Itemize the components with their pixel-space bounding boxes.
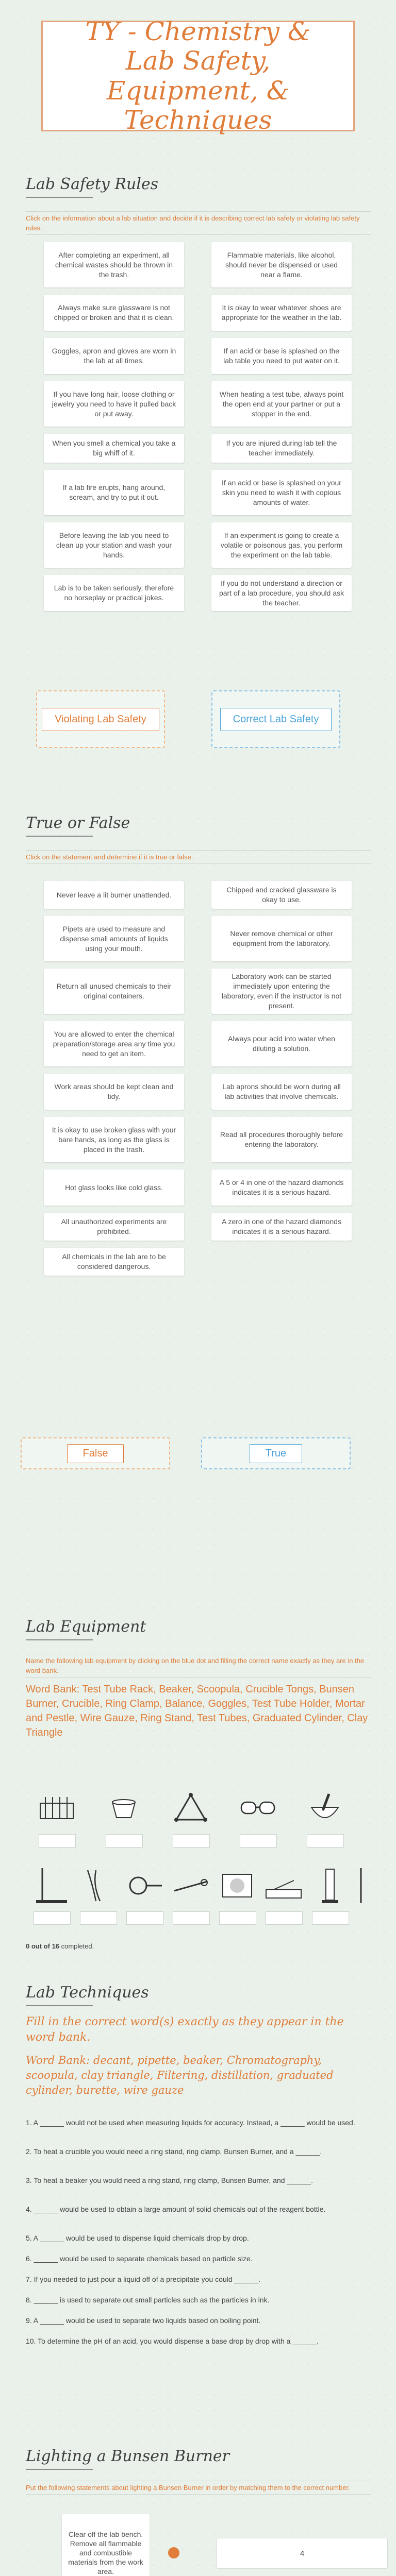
mortar-and-pestle-icon: [304, 1788, 345, 1829]
true-false-heading: True or False: [26, 814, 130, 832]
fill-in-item[interactable]: 8. ______ is used to separate out small particles such as the particles in ink.: [26, 2296, 270, 2304]
bunsen-instructions: Put the following statements about lighting a Bunsen Burner in order by matching them to the correct number.: [26, 2481, 371, 2495]
statement-card[interactable]: If an acid or base is splashed on the lab table you need to put water on it.: [211, 338, 352, 374]
page-title: TY - Chemistry & Lab Safety, Equipment, & Techniques: [85, 16, 311, 135]
progress-count: 0: [26, 1942, 30, 1950]
statement-card[interactable]: Never leave a lit burner unattended.: [44, 881, 184, 909]
statement-card[interactable]: If an acid or base is splashed on your skin you need to wash it with copious amounts of water.: [211, 470, 352, 515]
divider: [26, 1639, 93, 1640]
fill-in-item[interactable]: 6. ______ would be used to separate chemicals based on particle size.: [26, 2255, 253, 2263]
fill-in-item[interactable]: 7. If you needed to just pour a liquid off of a precipitate you could ______.: [26, 2275, 261, 2283]
statement-card[interactable]: Goggles, apron and gloves are worn in the lab at all times.: [44, 338, 184, 374]
answer-box[interactable]: [173, 1911, 210, 1925]
statement-card[interactable]: When you smell a chemical you take a big whiff of it.: [44, 434, 184, 463]
lab-equipment-heading: Lab Equipment: [26, 1618, 146, 1636]
test-tube-holder-icon: [170, 1865, 211, 1906]
statement-card[interactable]: It is okay to wear whatever shoes are appropriate for the weather in the lab.: [211, 295, 352, 331]
statement-card[interactable]: Laboratory work can be started immediately upon entering the laboratory, even if the instructor is not present.: [211, 969, 352, 1014]
statement-card[interactable]: Work areas should be kept clean and tidy.: [44, 1074, 184, 1110]
statement-card[interactable]: If you do not understand a direction or part of a lab procedure, you should ask the teacher.: [211, 575, 352, 611]
answer-box[interactable]: [307, 1834, 344, 1848]
drop-zone-label: False: [67, 1444, 124, 1463]
answer-box[interactable]: [106, 1834, 143, 1848]
answer-box[interactable]: [312, 1911, 349, 1925]
statement-card[interactable]: If you are injured during lab tell the teacher immediately.: [211, 434, 352, 463]
equipment-progress: 0 out of 16 completed.: [26, 1942, 94, 1950]
statement-card[interactable]: All chemicals in the lab are to be considered dangerous.: [44, 1248, 184, 1276]
drop-zone-false[interactable]: [21, 1437, 170, 1469]
answer-box[interactable]: [219, 1911, 256, 1925]
statement-card[interactable]: When heating a test tube, always point the open end at your partner or put a stopper in the end.: [211, 381, 352, 427]
goggles-icon: [237, 1788, 278, 1829]
answer-box[interactable]: [34, 1911, 71, 1925]
bunsen-heading: Lighting a Bunsen Burner: [26, 2447, 229, 2465]
fill-in-item[interactable]: 3. To heat a beaker you would need a ring stand, ring clamp, Bunsen Burner, and ______.: [26, 2176, 314, 2184]
drop-zone-true[interactable]: [201, 1437, 351, 1469]
ring-stand-icon: [31, 1865, 72, 1906]
statement-card[interactable]: If you have long hair, loose clothing or jewelry you need to have it pulled back or put away.: [44, 381, 184, 427]
fill-in-item[interactable]: 2. To heat a crucible you would need a ring stand, ring clamp, Bunsen Burner, and a ______.: [26, 2147, 322, 2156]
answer-box[interactable]: [240, 1834, 277, 1848]
statement-card[interactable]: Lab is to be taken seriously, therefore no horseplay or practical jokes.: [44, 575, 184, 611]
statement-card[interactable]: Pipets are used to measure and dispense small amounts of liquids using your mouth.: [44, 916, 184, 961]
test-tube-rack-icon: [36, 1788, 77, 1829]
ring-clamp-icon: [124, 1865, 165, 1906]
statement-card[interactable]: Lab aprons should be worn during all lab activities that involve chemicals.: [211, 1074, 352, 1110]
answer-box[interactable]: [126, 1911, 163, 1925]
crucible-icon: [103, 1788, 144, 1829]
drop-zone-label: True: [250, 1444, 302, 1463]
statement-card[interactable]: A 5 or 4 in one of the hazard diamonds indicates it is a serious hazard.: [211, 1170, 352, 1206]
drop-zone-correct[interactable]: [211, 690, 340, 748]
lab-equipment-instructions: Name the following lab equipment by clicking on the blue dot and filling the correct name exactly as they are in the word bank.: [26, 1654, 371, 1677]
fill-in-item[interactable]: 4. ______ would be used to obtain a large amount of solid chemicals out of the reagent bottle.: [26, 2205, 326, 2213]
scoopula-icon: [340, 1865, 382, 1906]
statement-card[interactable]: All unauthorized experiments are prohibited.: [44, 1213, 184, 1241]
lab-safety-heading: Lab Safety Rules: [26, 175, 159, 193]
statement-card[interactable]: Flammable materials, like alcohol, should never be dispensed or used near a flame.: [211, 242, 352, 287]
statement-card[interactable]: Always pour acid into water when diluting a solution.: [211, 1021, 352, 1066]
equipment-word-bank: Word Bank: Test Tube Rack, Beaker, Scoopula, Crucible Tongs, Bunsen Burner, Crucible, Ring Clamp, Balance, Goggles, Test Tube Holder, Mortar and Pestle, Wire Gauze, Ring Stand, Test Tubes, Graduated Cylinder, Clay Triangle: [26, 1684, 368, 1738]
statement-card[interactable]: If an experiment is going to create a volatile or poisonous gas, you perform the experiment on the lab table.: [211, 522, 352, 568]
fill-in-item[interactable]: 9. A ______ would be used to separate two liquids based on boiling point.: [26, 2316, 261, 2325]
fill-in-item[interactable]: 10. To determine the pH of an acid, you would dispense a base drop by drop with a ______.: [26, 2337, 319, 2345]
drop-zone-label: Correct Lab Safety: [220, 708, 332, 731]
balance-icon: [263, 1865, 304, 1906]
statement-card[interactable]: Hot glass looks like cold glass.: [44, 1170, 184, 1206]
divider: [26, 836, 93, 837]
divider: [26, 2005, 93, 2006]
fill-in-item[interactable]: 5. A ______ would be used to dispense liquid chemicals drop by drop.: [26, 2234, 249, 2242]
divider: [26, 197, 93, 198]
statement-card[interactable]: Chipped and cracked glassware is okay to use.: [211, 881, 352, 909]
answer-box[interactable]: [266, 1911, 303, 1925]
progress-total: 16: [52, 1942, 60, 1950]
true-false-instructions: Click on the statement and determine if it is true or false.: [26, 850, 371, 864]
answer-box[interactable]: [80, 1911, 117, 1925]
progress-label: completed.: [61, 1942, 94, 1950]
drop-zone-label: Violating Lab Safety: [42, 708, 159, 731]
wire-gauze-icon: [217, 1865, 258, 1906]
statement-card[interactable]: It is okay to use broken glass with your bare hands, as long as the glass is placed in the trash.: [44, 1117, 184, 1162]
crucible-tongs-icon: [77, 1865, 119, 1906]
lab-techniques-heading: Lab Techniques: [26, 1984, 149, 2002]
answer-box[interactable]: [39, 1834, 76, 1848]
statement-card[interactable]: Always make sure glassware is not chipped or broken and that it is clean.: [44, 295, 184, 331]
statement-card[interactable]: Read all procedures thoroughly before entering the laboratory.: [211, 1117, 352, 1162]
statement-card[interactable]: A zero in one of the hazard diamonds indicates it is a serious hazard.: [211, 1213, 352, 1241]
statement-card[interactable]: You are allowed to enter the chemical preparation/storage area any time you need to get an item.: [44, 1021, 184, 1066]
answer-box[interactable]: [173, 1834, 210, 1848]
statement-card[interactable]: Before leaving the lab you need to clean up your station and wash your hands.: [44, 522, 184, 568]
statement-card[interactable]: After completing an experiment, all chemical wastes should be thrown in the trash.: [44, 242, 184, 287]
techniques-prompt: Fill in the correct word(s) exactly as they appear in the word bank.: [26, 2015, 344, 2044]
step-card[interactable]: Clear off the lab bench. Remove all flammable and combustible materials from the work area.: [62, 2514, 150, 2576]
lab-safety-instructions: Click on the information about a lab situation and decide if it is describing correct lab safety or violating lab safety rules.: [26, 211, 371, 235]
clay-triangle-icon: [170, 1788, 211, 1829]
techniques-word-bank: Word Bank: decant, pipette, beaker, Chromatography, scoopula, clay triangle, Filtering, distillation, graduated cylinder, burette, wire gauze: [26, 2054, 334, 2096]
connector-dot[interactable]: [168, 2547, 179, 2558]
divider: [26, 2469, 93, 2470]
title-banner: [41, 16, 355, 135]
drop-zone-violating[interactable]: [36, 690, 165, 748]
step-number-target[interactable]: 4: [217, 2538, 388, 2569]
statement-card[interactable]: If a lab fire erupts, hang around, scream, and try to put it out.: [44, 470, 184, 515]
statement-card[interactable]: Return all unused chemicals to their original containers.: [44, 969, 184, 1014]
statement-card[interactable]: Never remove chemical or other equipment from the laboratory.: [211, 916, 352, 961]
fill-in-item[interactable]: 1. A ______ would not be used when measuring liquids for accuracy. Instead, a ______ would be used.: [26, 2119, 355, 2127]
